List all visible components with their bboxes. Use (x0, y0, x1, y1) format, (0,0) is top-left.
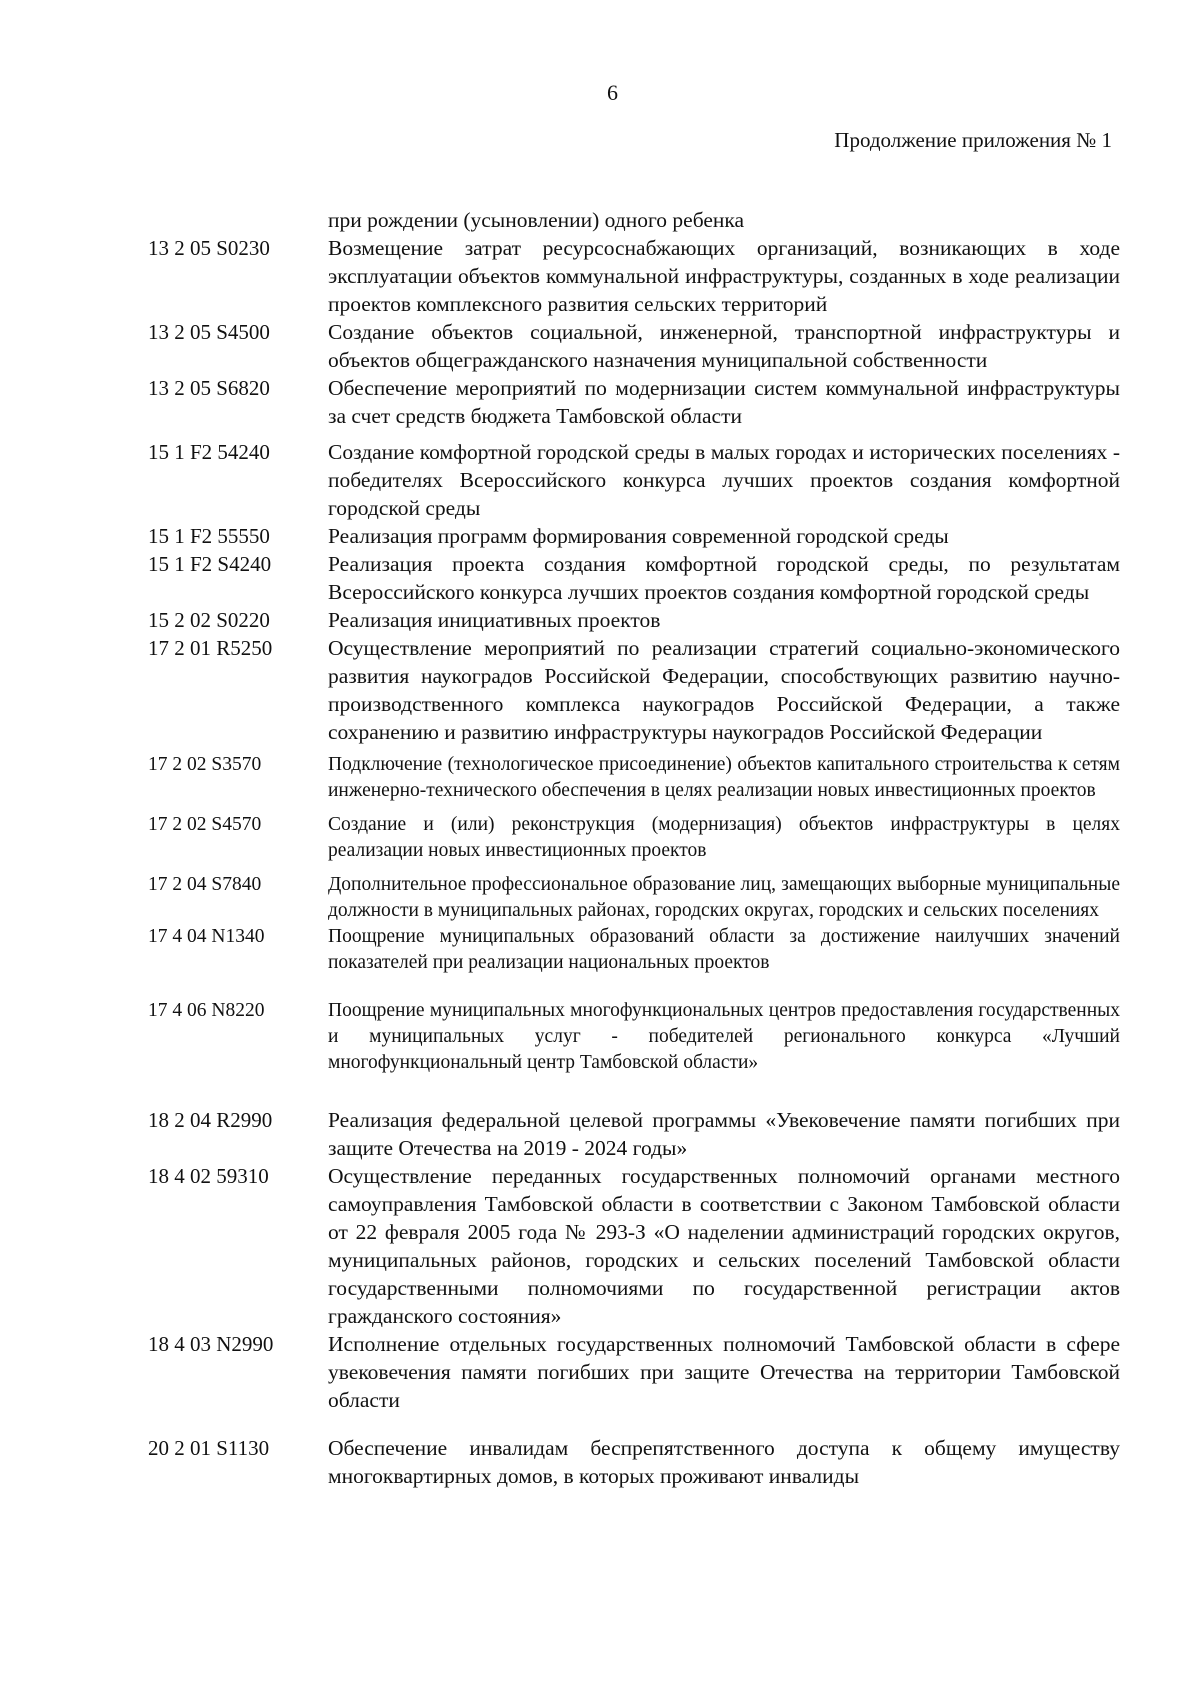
budget-code: 17 2 01 R5250 (148, 636, 273, 660)
list-item (0, 206, 1200, 234)
budget-code: 18 2 04 R2990 (148, 1108, 273, 1132)
list-item (0, 812, 1200, 864)
entry-description: Поощрение муниципальных образований области за достижение наилучших значений показателей при реализации национальных проектов (328, 926, 1120, 973)
list-item (0, 318, 1200, 374)
entry-description: Реализация федеральной целевой программы «Увековечение памяти погибших при защите Отечества на 2019 - 2024 годы» (328, 1108, 1120, 1160)
list-item (0, 998, 1200, 1076)
list-item (0, 522, 1200, 550)
entry-description: Поощрение муниципальных многофункциональных центров предоставления государственных и муниципальных услуг - победителей регионального конкурса «Лучший многофункциональный центр Тамбовской области» (328, 1000, 1120, 1073)
entry-description: Создание и (или) реконструкция (модернизация) объектов инфраструктуры в целях реализации новых инвестиционных проектов (328, 814, 1120, 861)
entry-description: при рождении (усыновлении) одного ребенка (328, 208, 745, 232)
entry-description: Создание объектов социальной, инженерной, транспортной инфраструктуры и объектов общегражданского назначения муниципальной собственности (328, 320, 1120, 372)
budget-code: 17 2 02 S4570 (148, 814, 262, 835)
budget-code: 15 1 F2 55550 (148, 524, 270, 548)
list-item (0, 374, 1200, 430)
entry-description: Обеспечение мероприятий по модернизации систем коммунальной инфраструктуры за счет средств бюджета Тамбовской области (328, 376, 1120, 428)
budget-code: 13 2 05 S0230 (148, 236, 270, 260)
list-item (0, 924, 1200, 976)
list-item (0, 752, 1200, 804)
list-item (0, 1330, 1200, 1414)
budget-code: 13 2 05 S4500 (148, 320, 270, 344)
list-item (0, 1162, 1200, 1330)
budget-code (0, 206, 328, 234)
page-number: 6 (607, 80, 618, 105)
list-item (0, 234, 1200, 318)
list-item (0, 634, 1200, 746)
entry-description: Создание комфортной городской среды в малых городах и исторических поселениях - победителях Всероссийского конкурса лучших проектов создания комфортной городской среды (328, 440, 1120, 520)
entry-description: Осуществление переданных государственных полномочий органами местного самоуправления Тамбовской области в соответствии с Законом Тамбовской области от 22 февраля 2005 года № 293-З «О наделении администраций городских округов, муниципальных районов, городских и сельских поселений Тамбовской области государственными полномочиями по государственной регистрации актов гражданского состояния» (328, 1164, 1120, 1328)
budget-code: 18 4 02 59310 (148, 1164, 269, 1188)
budget-code: 17 2 04 S7840 (148, 874, 262, 895)
list-item (0, 1434, 1200, 1490)
appendix-continuation-label: Продолжение приложения № 1 (834, 128, 1112, 152)
budget-code: 20 2 01 S1130 (148, 1436, 270, 1460)
budget-code-list (0, 206, 1200, 1490)
budget-code: 15 1 F2 54240 (148, 440, 270, 464)
budget-code: 18 4 03 N2990 (148, 1332, 274, 1356)
budget-code: 15 1 F2 S4240 (148, 552, 272, 576)
entry-description: Исполнение отдельных государственных полномочий Тамбовской области в сфере увековечения памяти погибших при защите Отечества на территории Тамбовской области (328, 1332, 1120, 1412)
entry-description: Реализация инициативных проектов (328, 608, 661, 632)
entry-description: Возмещение затрат ресурсоснабжающих организаций, возникающих в ходе эксплуатации объектов коммунальной инфраструктуры, созданных в ходе реализации проектов комплексного развития сельских территорий (328, 236, 1120, 316)
entry-description: Реализация программ формирования современной городской среды (328, 524, 949, 548)
budget-code: 17 2 02 S3570 (148, 754, 262, 775)
list-item (0, 872, 1200, 924)
entry-description: Обеспечение инвалидам беспрепятственного доступа к общему имуществу многоквартирных домов, в которых проживают инвалиды (328, 1436, 1120, 1488)
budget-code: 17 4 04 N1340 (148, 926, 265, 947)
budget-code: 17 4 06 N8220 (148, 1000, 265, 1021)
entry-description: Дополнительное профессиональное образование лиц, замещающих выборные муниципальные должности в муниципальных районах, городских округах, городских и сельских поселениях (328, 874, 1120, 921)
list-item (0, 606, 1200, 634)
list-item (0, 1106, 1200, 1162)
entry-description: Подключение (технологическое присоединение) объектов капитального строительства к сетям инженерно-технического обеспечения в целях реализации новых инвестиционных проектов (328, 754, 1120, 801)
budget-code: 15 2 02 S0220 (148, 608, 270, 632)
list-item (0, 438, 1200, 522)
entry-description: Осуществление мероприятий по реализации стратегий социально-экономического развития наукоградов Российской Федерации, способствующих развитию научно-производственного комплекса наукоградов Российской Федерации, а также сохранению и развитию инфраструктуры наукоградов Российской Федерации (328, 636, 1120, 744)
budget-code: 13 2 05 S6820 (148, 376, 270, 400)
entry-description: Реализация проекта создания комфортной городской среды, по результатам Всероссийского конкурса лучших проектов создания комфортной городской среды (328, 552, 1120, 604)
list-item (0, 550, 1200, 606)
